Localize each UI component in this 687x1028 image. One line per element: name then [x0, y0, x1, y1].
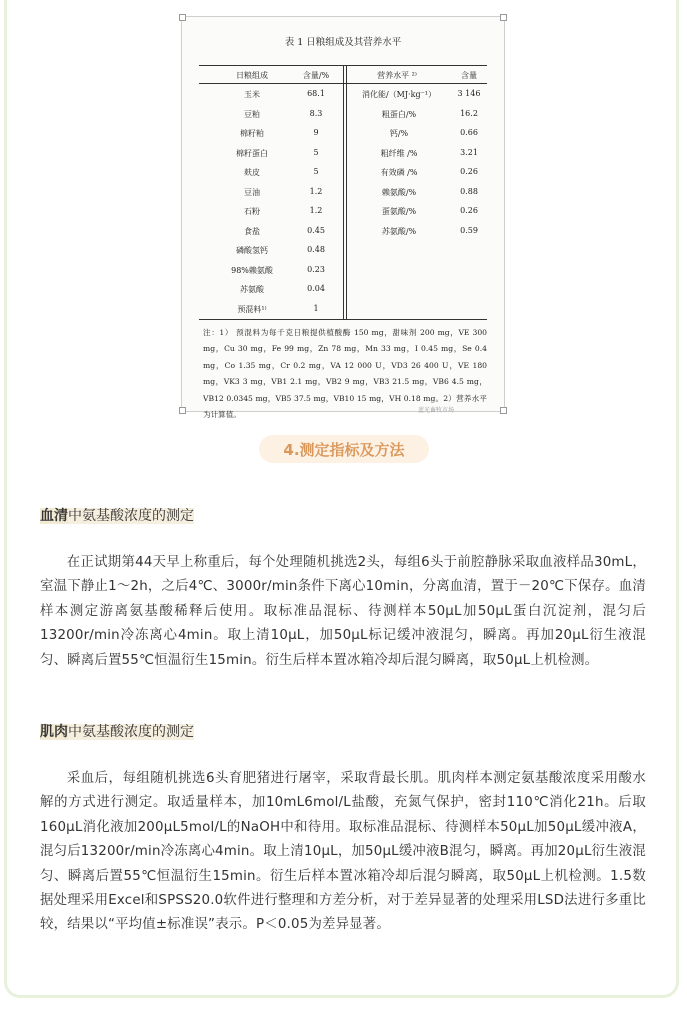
table-cell: 磷酸氢钙: [236, 246, 268, 255]
subsection-title-muscle: [38, 722, 197, 742]
table-cell: 石粉: [244, 207, 260, 216]
table-cell: 0.59: [460, 225, 478, 235]
table-cell: 0.26: [460, 206, 478, 215]
table-cell: 1: [313, 303, 319, 313]
table-title: 表 1 日粮组成及其营养水平: [284, 37, 402, 48]
table-cell: 1.2: [309, 186, 323, 196]
table-cell: 3 146: [457, 89, 481, 98]
table-cell: 98%赖氨酸: [231, 265, 273, 275]
table-cell: 0.23: [307, 264, 325, 274]
table-cell: 5: [313, 167, 319, 176]
table-cell: 1.2: [309, 206, 323, 215]
table-cell: 0.45: [307, 225, 325, 235]
table-cell: 豆粕: [244, 109, 260, 119]
section-heading: 4.测定指标及方法: [259, 435, 429, 463]
table-cell: 16.2: [460, 108, 478, 118]
table-header: 营养水平 ²⁾: [377, 71, 417, 80]
table-header: 含量/%: [302, 71, 330, 80]
resize-handle[interactable]: [179, 407, 186, 414]
table-cell: 粗蛋白/%: [381, 109, 417, 119]
table-cell: 麸皮: [244, 168, 260, 177]
table-cell: 68.1: [307, 89, 325, 98]
resize-handle[interactable]: [179, 14, 186, 21]
table-cell: 豆油: [244, 187, 260, 197]
table-cell: 0.66: [460, 128, 478, 137]
table-cell: 苏氨酸: [240, 285, 264, 294]
resize-handle[interactable]: [500, 14, 507, 21]
table-cell: 棉籽蛋白: [236, 148, 268, 158]
table-cell: 有效磷 /%: [380, 168, 418, 177]
subsection-rest: 中氨基酸浓度的测定: [68, 724, 194, 740]
table-note: 注：1） 预混料为每千克日粮提供植酸酶 150 mg，甜味剂 200 mg，VE 300 mg，Cu 30 mg，Fe 99 mg，Zn 78 mg，Mn 33 mg，I 0.45 mg，Se 0.4 mg，Co 1.35 mg，Cr 0.2 mg，VA 12 000 U，VD3 26 400 U，VE 180 mg，VK3 3 mg，VB1 2.1 mg，VB2 9 mg，VB3 21.5 mg，VB6 4.5 mg，VB12 0.0345 mg，VB5 37.5 mg，VB10 15 mg，VH 0.18 mg。2）营养水平为计算值。: [203, 328, 487, 420]
watermark: 蓝光畜牧市场: [418, 407, 455, 414]
paragraph-serum: 在正试期第44天早上称重后，每个处理随机挑选2头，每组6头于前腔静脉采取血液样品30mL，室温下静止1～2h，之后4℃、3000r/min条件下离心10min，分离血清，置于－20℃下保存。血清样本测定游离氨基酸稀释后使用。取标准品混标、待测样本50μL加50μL蛋白沉淀剂，混匀后13200r/min冷冻离心4min。取上清10μL，加50μL标记缓冲液混匀，瞬离。再加20μL衍生液混匀、瞬离后置55℃恒温衍生15min。衍生后样本置冰箱冷却后混匀瞬离，取50μL上机检测。: [40, 555, 646, 668]
table-cell: 预混料¹⁾: [237, 304, 267, 314]
paragraph-muscle: 采血后，每组随机挑选6头育肥猪进行屠宰，采取背最长肌。肌肉样本测定氨基酸浓度采用酸水解的方式进行测定。取适量样本，加10mL6mol/L盐酸，充氮气保护，密封110℃消化21h。后取160μL消化液加200μL5mol/L的NaOH中和待用。取标准品混标、待测样本50μL加50μL缓冲液A，混匀后13200r/min冷冻离心4min。取上清10μL，加50μL缓冲液B混匀，瞬离。再加20μL衍生液混匀、瞬离后置55℃恒温衍生15min。衍生后样本置冰箱冷却后混匀瞬离，取50μL上机检测。1.5数据处理采用Excel和SPSS20.0软件进行整理和方差分析，对于差异显著的处理采用LSD法进行多重比较，结果以“平均值±标准误”表示。P＜0.05为差异显著。: [40, 771, 646, 933]
table-cell: 9: [313, 128, 319, 137]
table-cell: 消化能/（MJ·kg⁻¹）: [361, 90, 437, 99]
table-cell: 苏氨酸/%: [381, 226, 417, 236]
table-header: 日粮组成: [236, 71, 268, 80]
table-cell: 钙/%: [389, 129, 409, 138]
table-cell: 蛋氨酸/%: [381, 207, 417, 216]
table-cell: 玉米: [244, 90, 260, 99]
table-cell: 粗纤维 /%: [380, 148, 418, 158]
resize-handle[interactable]: [500, 407, 507, 414]
table-image: [181, 16, 505, 420]
subsection-rest: 中氨基酸浓度的测定: [68, 508, 194, 524]
table-cell: 赖氨酸/%: [381, 187, 417, 197]
table-cell: 0.04: [307, 284, 325, 293]
table-cell: 棉籽粕: [240, 129, 264, 138]
table-rule: [199, 319, 487, 320]
table-cell: 3.21: [460, 147, 478, 157]
table-cell: 0.48: [307, 245, 325, 254]
table-cell: 0.88: [460, 186, 478, 196]
subsection-emphasis: 血清: [40, 508, 68, 524]
table-cell: 0.26: [460, 167, 478, 176]
table-cell: 5: [313, 147, 319, 157]
table-cell: 8.3: [309, 108, 323, 118]
subsection-title-serum: [38, 506, 197, 526]
table-header: 含量: [461, 71, 477, 80]
subsection-emphasis: 肌肉: [40, 724, 68, 740]
table-cell: 食盐: [244, 226, 260, 236]
